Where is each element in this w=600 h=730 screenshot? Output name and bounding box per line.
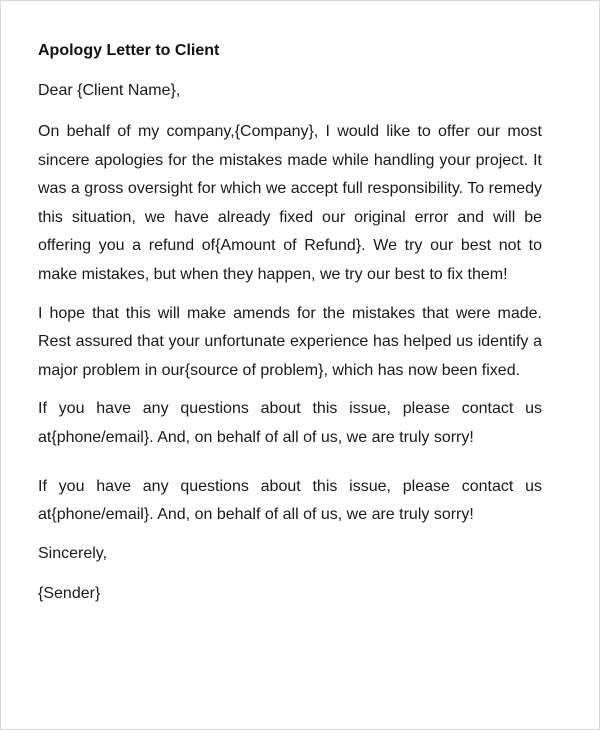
paragraph-apology: On behalf of my company,{Company}, I would like to offer our most sincere apologies for the mistakes made while handling your project. It was a gross oversight for which we accept full responsibility. To remedy this situation, we have already fixed our original error and will be offering you a refund of{Amount of Refund}. We try our best not to make mistakes, but when they happen, we try our best to fix them! [38, 123, 542, 283]
paragraph-contact-repeat: If you have any questions about this issue, please contact us at{phone/email}. And, on behalf of all of us, we are truly sorry! [38, 477, 542, 524]
closing: Sincerely, [38, 544, 108, 562]
sender-signature: {Sender} [38, 584, 101, 602]
paragraph-amends: I hope that this will make amends for the mistakes that were made. Rest assured that your unfortunate experience has helped us identify a major problem in our{source of problem}, which has now been fixed. [38, 304, 542, 379]
salutation: Dear {Client Name}, [38, 82, 181, 99]
letter-body [38, 39, 542, 608]
paragraph-contact: If you have any questions about this issue, please contact us at{phone/email}. And, on behalf of all of us, we are truly sorry! [38, 400, 542, 446]
letter-title: Apology Letter to Client [38, 42, 220, 59]
